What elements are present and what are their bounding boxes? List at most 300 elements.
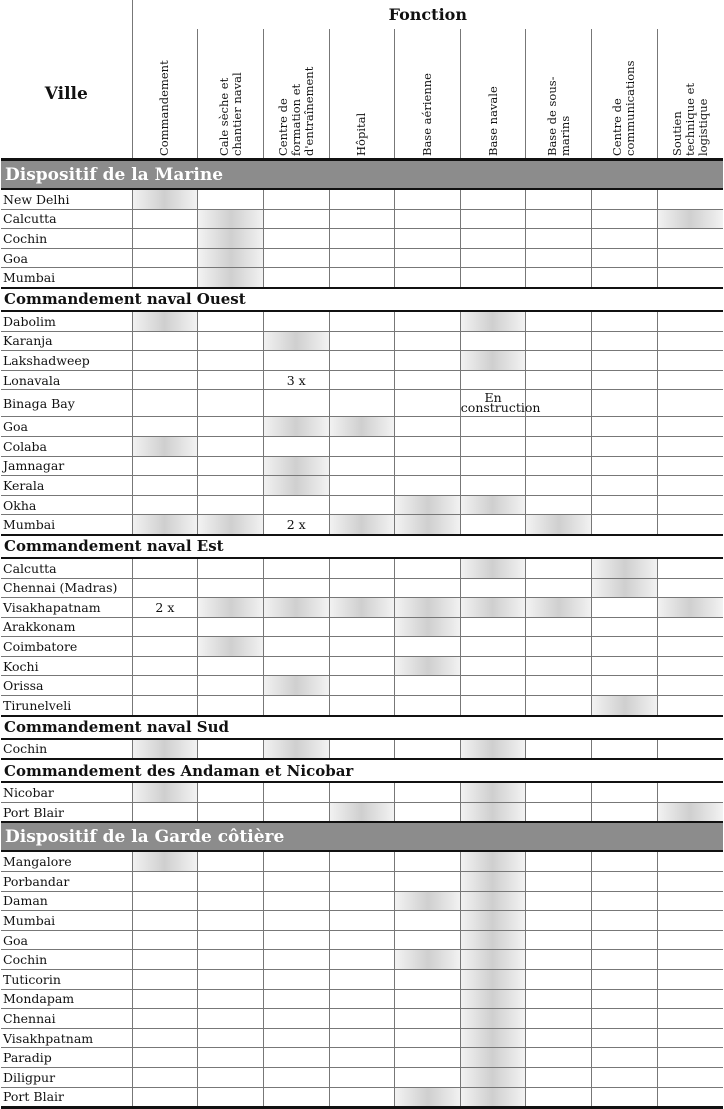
- empty-cell: [526, 370, 592, 390]
- function-marker: [198, 637, 264, 657]
- function-marker: [395, 617, 461, 637]
- empty-cell: [460, 331, 526, 351]
- function-marker: [263, 331, 329, 351]
- empty-cell: [395, 436, 461, 456]
- function-marker: [460, 950, 526, 970]
- empty-cell: [657, 930, 723, 950]
- empty-cell: [198, 1009, 264, 1029]
- function-marker: [329, 417, 395, 437]
- empty-cell: [657, 1028, 723, 1048]
- function-marker: [460, 1087, 526, 1108]
- table-row: [1, 872, 723, 892]
- empty-cell: [329, 456, 395, 476]
- function-marker: [132, 739, 198, 760]
- empty-cell: [657, 911, 723, 931]
- function-marker: [460, 872, 526, 892]
- function-marker: [460, 1067, 526, 1087]
- city-cell: Porbandar: [1, 872, 132, 892]
- empty-cell: [329, 617, 395, 637]
- empty-cell: [132, 390, 198, 417]
- function-header-label: Base aérienne: [419, 73, 434, 156]
- empty-cell: [263, 782, 329, 802]
- empty-cell: [592, 970, 658, 990]
- empty-cell: [263, 390, 329, 417]
- empty-cell: [329, 578, 395, 598]
- function-marker: [460, 558, 526, 578]
- table-row: [1, 696, 723, 716]
- empty-cell: [592, 911, 658, 931]
- city-cell: Chennai: [1, 1009, 132, 1029]
- table-row: [1, 739, 723, 760]
- empty-cell: [657, 558, 723, 578]
- empty-cell: [329, 476, 395, 496]
- empty-cell: [329, 950, 395, 970]
- empty-cell: [132, 1009, 198, 1029]
- function-note: 2 x: [263, 515, 329, 535]
- empty-cell: [329, 1087, 395, 1108]
- empty-cell: [329, 311, 395, 331]
- table-row: [1, 417, 723, 437]
- empty-cell: [592, 476, 658, 496]
- empty-cell: [460, 637, 526, 657]
- empty-cell: [198, 456, 264, 476]
- function-header: [657, 29, 723, 160]
- empty-cell: [526, 637, 592, 657]
- city-cell: Mumbai: [1, 268, 132, 288]
- city-cell: Cochin: [1, 739, 132, 760]
- empty-cell: [198, 311, 264, 331]
- empty-cell: [592, 782, 658, 802]
- empty-cell: [657, 331, 723, 351]
- empty-cell: [132, 637, 198, 657]
- empty-cell: [263, 802, 329, 822]
- empty-cell: [329, 189, 395, 209]
- table-row: [1, 851, 723, 871]
- empty-cell: [263, 268, 329, 288]
- empty-cell: [657, 739, 723, 760]
- empty-cell: [198, 851, 264, 871]
- empty-cell: [198, 950, 264, 970]
- empty-cell: [395, 911, 461, 931]
- table-row: [1, 637, 723, 657]
- empty-cell: [132, 872, 198, 892]
- table-row: [1, 782, 723, 802]
- empty-cell: [395, 351, 461, 371]
- empty-cell: [329, 331, 395, 351]
- table-row: [1, 598, 723, 618]
- function-marker: [329, 598, 395, 618]
- empty-cell: [329, 911, 395, 931]
- empty-cell: [132, 417, 198, 437]
- empty-cell: [198, 970, 264, 990]
- empty-cell: [657, 1009, 723, 1029]
- empty-cell: [329, 970, 395, 990]
- empty-cell: [395, 970, 461, 990]
- empty-cell: [198, 696, 264, 716]
- empty-cell: [592, 1028, 658, 1048]
- city-cell: Daman: [1, 891, 132, 911]
- empty-cell: [329, 268, 395, 288]
- empty-cell: [329, 370, 395, 390]
- empty-cell: [198, 989, 264, 1009]
- empty-cell: [132, 696, 198, 716]
- city-cell: Binaga Bay: [1, 390, 132, 417]
- empty-cell: [592, 189, 658, 209]
- empty-cell: [198, 891, 264, 911]
- function-header: [460, 29, 526, 160]
- city-cell: Colaba: [1, 436, 132, 456]
- empty-cell: [198, 495, 264, 515]
- function-marker: [395, 515, 461, 535]
- empty-cell: [526, 268, 592, 288]
- empty-cell: [395, 739, 461, 760]
- empty-cell: [395, 209, 461, 229]
- empty-cell: [460, 676, 526, 696]
- empty-cell: [263, 970, 329, 990]
- table-row: [1, 1087, 723, 1108]
- function-marker: [395, 1087, 461, 1108]
- ville-header: Ville: [1, 0, 132, 160]
- empty-cell: [395, 417, 461, 437]
- empty-cell: [460, 696, 526, 716]
- section-title: Commandement naval Est: [1, 535, 723, 558]
- empty-cell: [263, 656, 329, 676]
- empty-cell: [657, 417, 723, 437]
- empty-cell: [132, 248, 198, 268]
- empty-cell: [395, 311, 461, 331]
- function-marker: [132, 515, 198, 535]
- empty-cell: [329, 351, 395, 371]
- function-marker: [460, 851, 526, 871]
- section-header-row: [1, 288, 723, 311]
- empty-cell: [526, 911, 592, 931]
- city-cell: Cochin: [1, 950, 132, 970]
- table-row: [1, 1067, 723, 1087]
- empty-cell: [657, 268, 723, 288]
- function-header: [263, 29, 329, 160]
- function-header-label: Centre de communications: [610, 60, 638, 156]
- empty-cell: [263, 248, 329, 268]
- empty-cell: [526, 930, 592, 950]
- empty-cell: [657, 390, 723, 417]
- empty-cell: [657, 436, 723, 456]
- empty-cell: [395, 851, 461, 871]
- function-marker: [657, 209, 723, 229]
- empty-cell: [592, 436, 658, 456]
- empty-cell: [395, 390, 461, 417]
- empty-cell: [329, 676, 395, 696]
- function-header-label: Base de sous-marins: [544, 76, 572, 156]
- empty-cell: [526, 476, 592, 496]
- table-row: [1, 911, 723, 931]
- empty-cell: [460, 617, 526, 637]
- empty-cell: [263, 950, 329, 970]
- empty-cell: [263, 436, 329, 456]
- empty-cell: [329, 558, 395, 578]
- function-marker: [460, 739, 526, 760]
- function-marker: [460, 311, 526, 331]
- function-marker: [592, 578, 658, 598]
- section-title: Commandement naval Sud: [1, 716, 723, 739]
- empty-cell: [526, 311, 592, 331]
- empty-cell: [132, 950, 198, 970]
- empty-cell: [198, 930, 264, 950]
- empty-cell: [657, 782, 723, 802]
- city-cell: Kerala: [1, 476, 132, 496]
- function-marker: [460, 1048, 526, 1068]
- city-cell: Nicobar: [1, 782, 132, 802]
- empty-cell: [460, 209, 526, 229]
- empty-cell: [329, 1009, 395, 1029]
- function-note: En construction: [460, 390, 541, 416]
- empty-cell: [592, 930, 658, 950]
- empty-cell: [198, 739, 264, 760]
- table-row: [1, 676, 723, 696]
- city-cell: Orissa: [1, 676, 132, 696]
- empty-cell: [329, 495, 395, 515]
- empty-cell: [329, 436, 395, 456]
- empty-cell: [198, 1028, 264, 1048]
- function-header: [526, 29, 592, 160]
- function-marker: [198, 598, 264, 618]
- empty-cell: [132, 656, 198, 676]
- empty-cell: [263, 930, 329, 950]
- empty-cell: [132, 1028, 198, 1048]
- empty-cell: [395, 578, 461, 598]
- empty-cell: [263, 872, 329, 892]
- empty-cell: [592, 891, 658, 911]
- empty-cell: [526, 417, 592, 437]
- empty-cell: [395, 1048, 461, 1068]
- empty-cell: [592, 229, 658, 249]
- empty-cell: [198, 417, 264, 437]
- empty-cell: [132, 456, 198, 476]
- table-row: [1, 515, 723, 535]
- empty-cell: [132, 268, 198, 288]
- empty-cell: [657, 189, 723, 209]
- empty-cell: [460, 456, 526, 476]
- empty-cell: [198, 558, 264, 578]
- empty-cell: [395, 1067, 461, 1087]
- empty-cell: [592, 739, 658, 760]
- section-title: Dispositif de la Marine: [1, 160, 723, 190]
- empty-cell: [526, 802, 592, 822]
- empty-cell: [526, 229, 592, 249]
- function-marker: [329, 802, 395, 822]
- empty-cell: [395, 872, 461, 892]
- city-cell: Goa: [1, 417, 132, 437]
- function-header-label: Soutien technique et logistique: [669, 82, 710, 156]
- city-cell: Port Blair: [1, 802, 132, 822]
- section-header-row: [1, 160, 723, 190]
- empty-cell: [460, 370, 526, 390]
- table-row: [1, 617, 723, 637]
- empty-cell: [592, 802, 658, 822]
- empty-cell: [526, 248, 592, 268]
- empty-cell: [329, 696, 395, 716]
- empty-cell: [132, 495, 198, 515]
- empty-cell: [657, 1067, 723, 1087]
- empty-cell: [395, 189, 461, 209]
- empty-cell: [592, 417, 658, 437]
- empty-cell: [657, 229, 723, 249]
- function-marker: [198, 229, 264, 249]
- empty-cell: [592, 637, 658, 657]
- empty-cell: [198, 370, 264, 390]
- empty-cell: [592, 950, 658, 970]
- city-cell: Jamnagar: [1, 456, 132, 476]
- function-marker: [263, 417, 329, 437]
- function-marker: [132, 189, 198, 209]
- empty-cell: [329, 656, 395, 676]
- empty-cell: [198, 676, 264, 696]
- function-marker: [263, 739, 329, 760]
- function-marker: [263, 476, 329, 496]
- empty-cell: [198, 189, 264, 209]
- city-cell: Paradip: [1, 1048, 132, 1068]
- empty-cell: [263, 1009, 329, 1029]
- section-header-row: [1, 535, 723, 558]
- function-marker: [526, 515, 592, 535]
- empty-cell: [395, 696, 461, 716]
- empty-cell: [263, 1067, 329, 1087]
- empty-cell: [526, 1087, 592, 1108]
- empty-cell: [198, 782, 264, 802]
- function-marker: [198, 268, 264, 288]
- empty-cell: [329, 1028, 395, 1048]
- empty-cell: [592, 1067, 658, 1087]
- table-row: [1, 495, 723, 515]
- empty-cell: [657, 970, 723, 990]
- empty-cell: [132, 1067, 198, 1087]
- city-cell: Cochin: [1, 229, 132, 249]
- function-marker: [460, 598, 526, 618]
- empty-cell: [132, 617, 198, 637]
- empty-cell: [526, 456, 592, 476]
- empty-cell: [657, 656, 723, 676]
- empty-cell: [329, 782, 395, 802]
- empty-cell: [526, 1067, 592, 1087]
- city-cell: Lakshadweep: [1, 351, 132, 371]
- table-row: [1, 802, 723, 822]
- function-header-label: Cale sèche et chantier naval: [216, 72, 244, 156]
- empty-cell: [526, 851, 592, 871]
- empty-cell: [526, 656, 592, 676]
- empty-cell: [592, 495, 658, 515]
- empty-cell: [526, 209, 592, 229]
- table-row: [1, 930, 723, 950]
- function-marker: [460, 989, 526, 1009]
- function-marker: [460, 930, 526, 950]
- empty-cell: [657, 476, 723, 496]
- city-cell: New Delhi: [1, 189, 132, 209]
- function-marker: [132, 851, 198, 871]
- function-header-label: Hôpital: [354, 112, 369, 156]
- empty-cell: [263, 1028, 329, 1048]
- empty-cell: [263, 558, 329, 578]
- empty-cell: [657, 989, 723, 1009]
- table-row: [1, 209, 723, 229]
- empty-cell: [526, 331, 592, 351]
- empty-cell: [329, 989, 395, 1009]
- empty-cell: [460, 656, 526, 676]
- table-row: [1, 248, 723, 268]
- empty-cell: [395, 637, 461, 657]
- empty-cell: [395, 456, 461, 476]
- table-row: [1, 1048, 723, 1068]
- section-title: Dispositif de la Garde côtière: [1, 822, 723, 851]
- empty-cell: [329, 739, 395, 760]
- function-marker: [132, 782, 198, 802]
- empty-cell: [395, 331, 461, 351]
- empty-cell: [657, 676, 723, 696]
- empty-cell: [526, 436, 592, 456]
- city-cell: Karanja: [1, 331, 132, 351]
- empty-cell: [460, 268, 526, 288]
- function-marker: [592, 696, 658, 716]
- empty-cell: [657, 370, 723, 390]
- empty-cell: [460, 248, 526, 268]
- empty-cell: [263, 351, 329, 371]
- city-cell: Tuticorin: [1, 970, 132, 990]
- empty-cell: [592, 656, 658, 676]
- empty-cell: [263, 989, 329, 1009]
- empty-cell: [592, 872, 658, 892]
- empty-cell: [592, 311, 658, 331]
- empty-cell: [263, 911, 329, 931]
- city-cell: Mumbai: [1, 911, 132, 931]
- empty-cell: [329, 390, 395, 417]
- empty-cell: [592, 989, 658, 1009]
- city-cell: Chennai (Madras): [1, 578, 132, 598]
- empty-cell: [657, 1087, 723, 1108]
- empty-cell: [329, 1048, 395, 1068]
- city-cell: Mondapam: [1, 989, 132, 1009]
- table-row: [1, 989, 723, 1009]
- city-cell: Mangalore: [1, 851, 132, 871]
- empty-cell: [592, 1009, 658, 1029]
- empty-cell: [592, 515, 658, 535]
- function-marker: [263, 598, 329, 618]
- function-header: [592, 29, 658, 160]
- empty-cell: [198, 802, 264, 822]
- empty-cell: [526, 1048, 592, 1068]
- empty-cell: [395, 989, 461, 1009]
- function-marker: [395, 891, 461, 911]
- empty-cell: [263, 495, 329, 515]
- function-header: [198, 29, 264, 160]
- empty-cell: [329, 930, 395, 950]
- empty-cell: [132, 331, 198, 351]
- empty-cell: [329, 229, 395, 249]
- table-row: [1, 456, 723, 476]
- empty-cell: [526, 872, 592, 892]
- empty-cell: [395, 782, 461, 802]
- city-cell: Arakkonam: [1, 617, 132, 637]
- section-title: Commandement des Andaman et Nicobar: [1, 759, 723, 782]
- function-marker: [460, 891, 526, 911]
- empty-cell: [657, 351, 723, 371]
- table-row: [1, 1009, 723, 1029]
- city-cell: Lonavala: [1, 370, 132, 390]
- empty-cell: [526, 189, 592, 209]
- empty-cell: [198, 656, 264, 676]
- empty-cell: [395, 370, 461, 390]
- empty-cell: [657, 851, 723, 871]
- table-row: [1, 558, 723, 578]
- function-marker: [132, 436, 198, 456]
- function-marker: [263, 676, 329, 696]
